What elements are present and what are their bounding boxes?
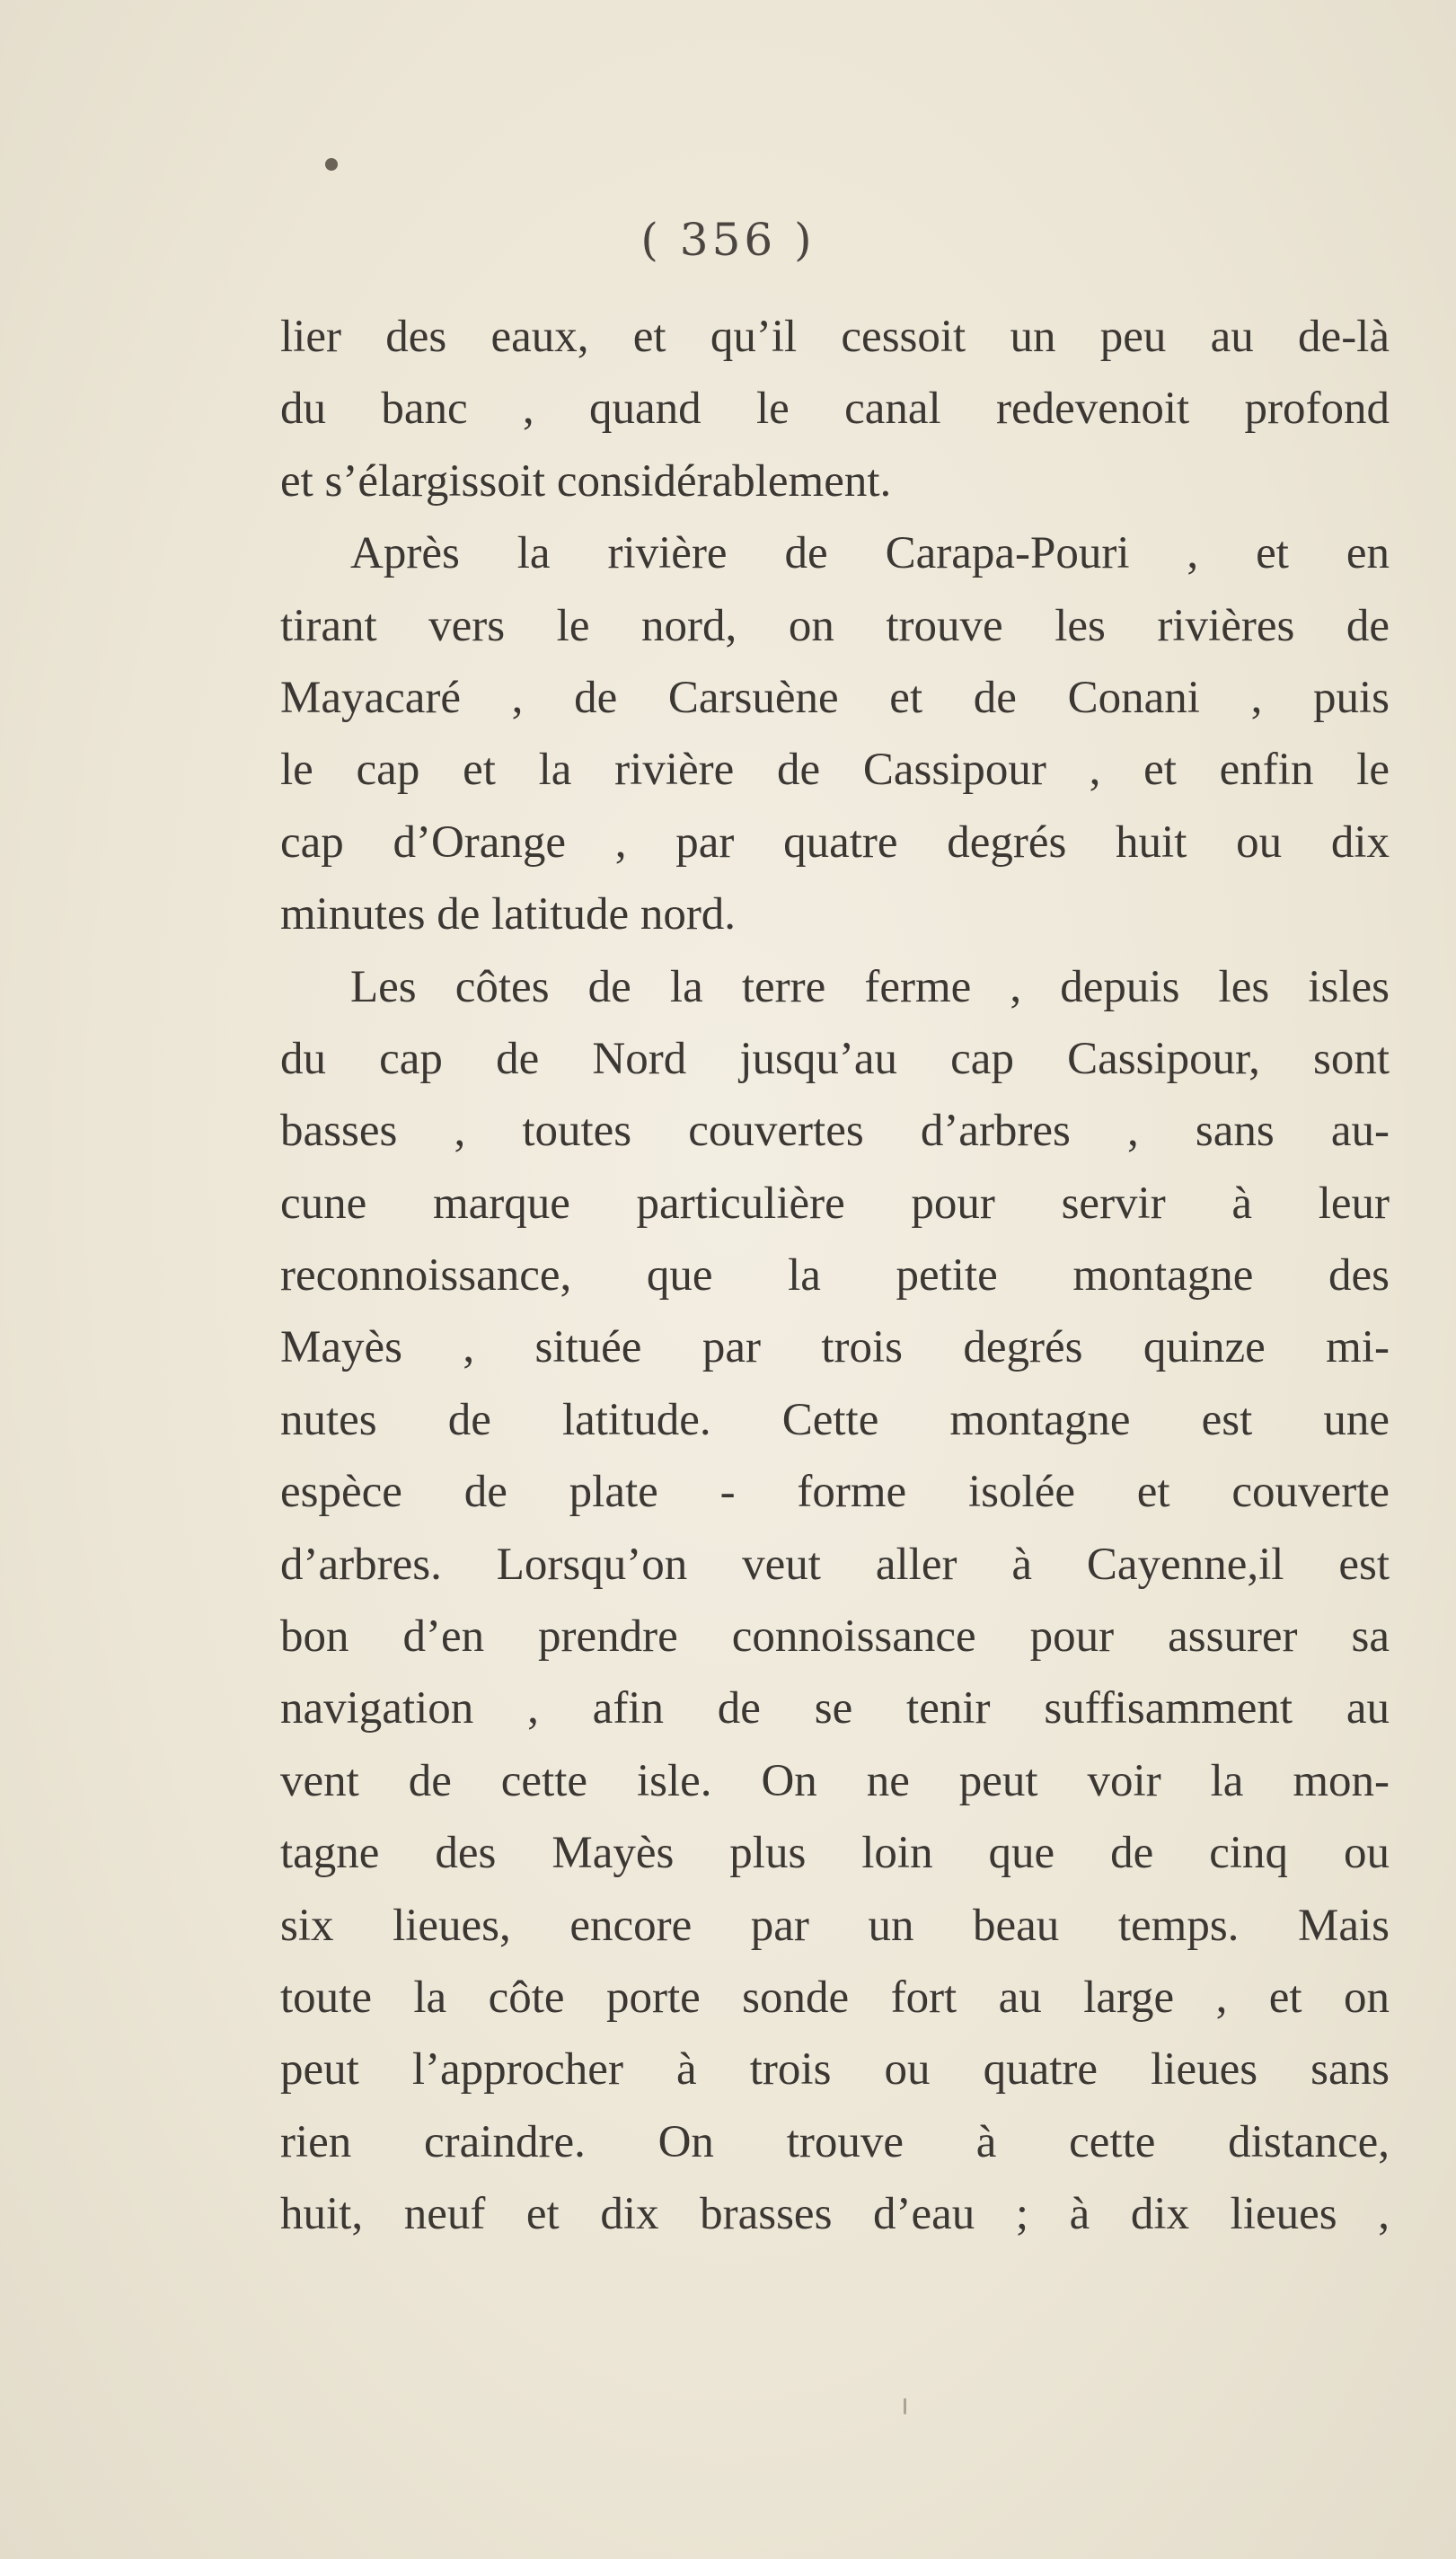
text-line: cune marque particulière pour servir à leur (280, 1178, 1390, 1229)
text-line: navigation , afin de se tenir suffisamment au (280, 1683, 1390, 1734)
text-line: toute la côte porte sonde fort au large , et on (280, 1972, 1390, 2023)
text-line: peut l’approcher à trois ou quatre lieues sans (280, 2044, 1390, 2096)
text-line: Mayès , située par trois degrés quinze mi- (280, 1322, 1390, 1373)
text-line: nutes de latitude. Cette montagne est une (280, 1394, 1390, 1445)
text-line: Mayacaré , de Carsuène et de Conani , puis (280, 672, 1390, 723)
ink-speck (325, 158, 338, 171)
text-line: rien craindre. On trouve à cette distance, (280, 2116, 1390, 2167)
text-line: d’arbres. Lorsqu’on veut aller à Cayenne,il est (280, 1539, 1390, 1590)
body-text (280, 301, 1390, 2251)
text-line: du banc , quand le canal redevenoit profond (280, 384, 1390, 435)
text-line: minutes de latitude nord. (280, 889, 737, 940)
text-line: basses , toutes couvertes d’arbres , sans au- (280, 1106, 1390, 1157)
text-line: tagne des Mayès plus loin que de cinq ou (280, 1828, 1390, 1879)
page-number: ( 356 ) (640, 214, 816, 266)
text-line: espèce de plate - forme isolée et couverte (280, 1467, 1390, 1518)
text-line: du cap de Nord jusqu’au cap Cassipour, sont (280, 1033, 1390, 1084)
ink-speck (904, 2398, 906, 2414)
text-line: vent de cette isle. On ne peut voir la mon- (280, 1755, 1390, 1806)
text-line: six lieues, encore par un beau temps. Mais (280, 1900, 1390, 1951)
text-line: lier des eaux, et qu’il cessoit un peu au de-là (280, 312, 1390, 362)
text-line: huit, neuf et dix brasses d’eau ; à dix lieues , (280, 2189, 1390, 2240)
text-line: Après la rivière de Carapa-Pouri , et en (350, 528, 1390, 579)
text-line: le cap et la rivière de Cassipour , et enfin le (280, 745, 1390, 796)
text-line: bon d’en prendre connoissance pour assurer sa (280, 1611, 1390, 1663)
text-line: tirant vers le nord, on trouve les rivières de (280, 600, 1390, 651)
text-line: Les côtes de la terre ferme , depuis les isles (350, 961, 1390, 1012)
text-line: cap d’Orange , par quatre degrés huit ou dix (280, 816, 1390, 868)
text-line: reconnoissance, que la petite montagne des (280, 1250, 1390, 1302)
text-line: et s’élargissoit considérablement. (280, 455, 892, 507)
